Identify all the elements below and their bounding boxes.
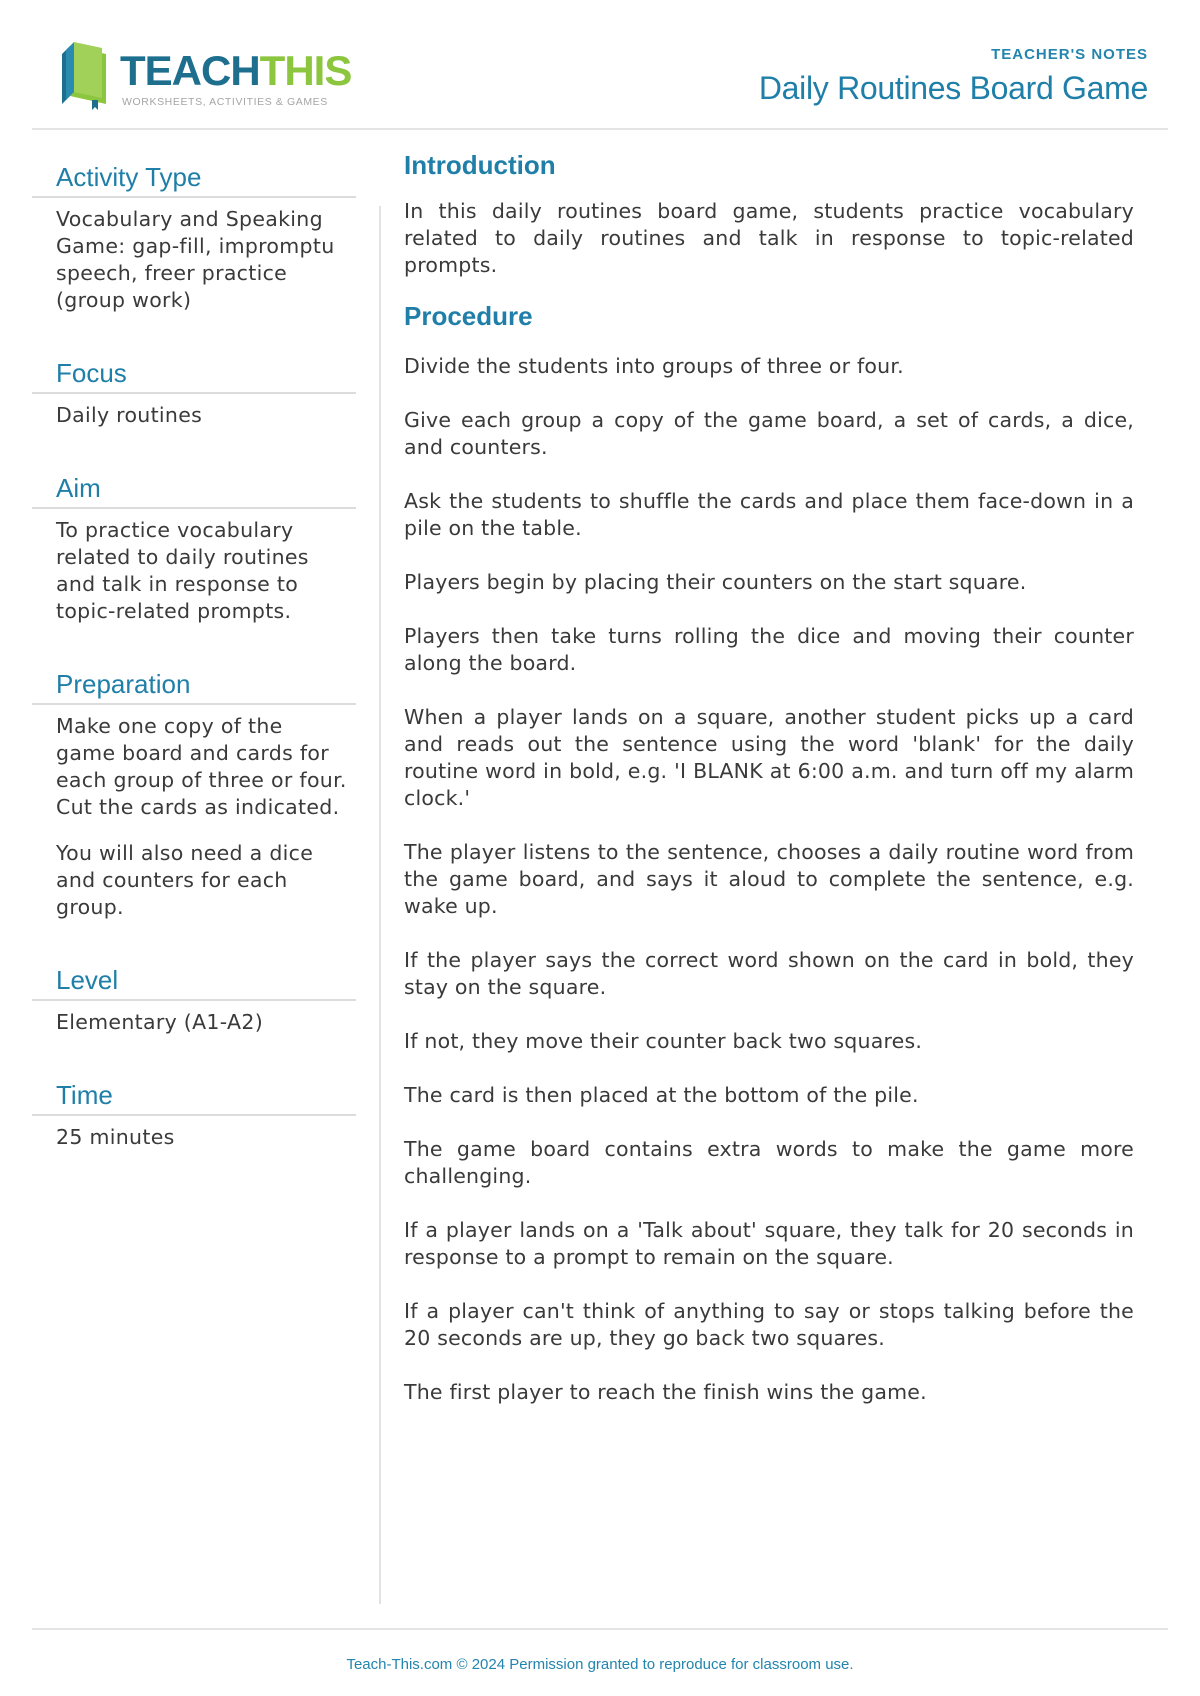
activity-type-heading: Activity Type — [32, 150, 356, 198]
logo-word-teach: TEACH — [120, 47, 260, 94]
procedure-step: If not, they move their counter back two squares. — [404, 1029, 923, 1053]
procedure-step: If a player can't think of anything to say or stops talking before the 20 seconds are up, they go back two squares. — [404, 1299, 1134, 1350]
time-section — [32, 1068, 356, 1151]
footer-divider — [32, 1628, 1168, 1630]
aim-section — [32, 461, 356, 625]
procedure-steps — [404, 353, 1134, 1406]
procedure-step: When a player lands on a square, another student picks up a card and reads out the sentence using the word 'blank' for the daily routine word in bold, e.g. 'I BLANK at 6:00 a.m. and turn off my alarm clock.' — [404, 705, 1134, 810]
aim-text: To practice vocabulary related to daily routines and talk in response to topic-related prompts. — [56, 518, 309, 623]
column-divider — [379, 206, 381, 1604]
procedure-step: Give each group a copy of the game board, a set of cards, a dice, and counters. — [404, 408, 1134, 459]
procedure-step: If a player lands on a 'Talk about' square, they talk for 20 seconds in response to a prompt to remain on the square. — [404, 1218, 1134, 1269]
introduction-text: In this daily routines board game, students practice vocabulary related to daily routines and talk in response to topic-related prompts. — [404, 199, 1134, 277]
procedure-step: The player listens to the sentence, chooses a daily routine word from the game board, and says it aloud to complete the sentence, e.g. wake up. — [404, 840, 1134, 918]
procedure-step: The first player to reach the finish wins the game. — [404, 1380, 927, 1404]
procedure-step: The card is then placed at the bottom of the pile. — [404, 1083, 919, 1107]
focus-heading: Focus — [32, 346, 356, 394]
aim-heading: Aim — [32, 461, 356, 509]
logo-word-this: THIS — [259, 47, 352, 94]
level-heading: Level — [32, 953, 356, 1001]
book-logo-icon — [56, 40, 116, 110]
sidebar — [32, 150, 356, 1183]
level-text: Elementary (A1-A2) — [56, 1010, 263, 1034]
procedure-heading: Procedure — [404, 301, 533, 331]
procedure-step: The game board contains extra words to make the game more challenging. — [404, 1137, 1134, 1188]
time-text: 25 minutes — [56, 1125, 175, 1149]
focus-text: Daily routines — [56, 403, 203, 427]
procedure-step: Players begin by placing their counters on the start square. — [404, 570, 1027, 594]
footer-copyright[interactable]: Teach-This.com © 2024 Permission granted to reproduce for classroom use. — [346, 1656, 854, 1673]
procedure-step: Ask the students to shuffle the cards and place them face-down in a pile on the table. — [404, 489, 1134, 540]
teach-this-logo — [56, 40, 356, 112]
activity-type-section — [32, 150, 356, 314]
main-content — [404, 148, 1134, 1433]
page-title: Daily Routines Board Game — [758, 70, 1148, 106]
preparation-section — [32, 657, 356, 921]
activity-type-text: Vocabulary and Speaking Game: gap-fill, impromptu speech, freer practice (group work) — [56, 207, 335, 312]
time-heading: Time — [32, 1068, 356, 1116]
teachers-notes-label: TEACHER'S NOTES — [991, 46, 1148, 63]
preparation-heading: Preparation — [32, 657, 356, 705]
preparation-text-2: You will also need a dice and counters for each group. — [56, 841, 314, 919]
focus-section — [32, 346, 356, 429]
introduction-heading: Introduction — [404, 150, 556, 180]
level-section — [32, 953, 356, 1036]
procedure-step: If the player says the correct word shown on the card in bold, they stay on the square. — [404, 948, 1134, 999]
procedure-step: Players then take turns rolling the dice and moving their counter along the board. — [404, 624, 1134, 675]
logo-tagline: WORKSHEETS, ACTIVITIES & GAMES — [122, 96, 328, 108]
preparation-text-1: Make one copy of the game board and cards for each group of three or four. Cut the cards as indicated. — [56, 714, 347, 819]
header-divider — [32, 128, 1168, 130]
logo-wordmark — [120, 46, 351, 96]
procedure-step: Divide the students into groups of three or four. — [404, 354, 904, 378]
